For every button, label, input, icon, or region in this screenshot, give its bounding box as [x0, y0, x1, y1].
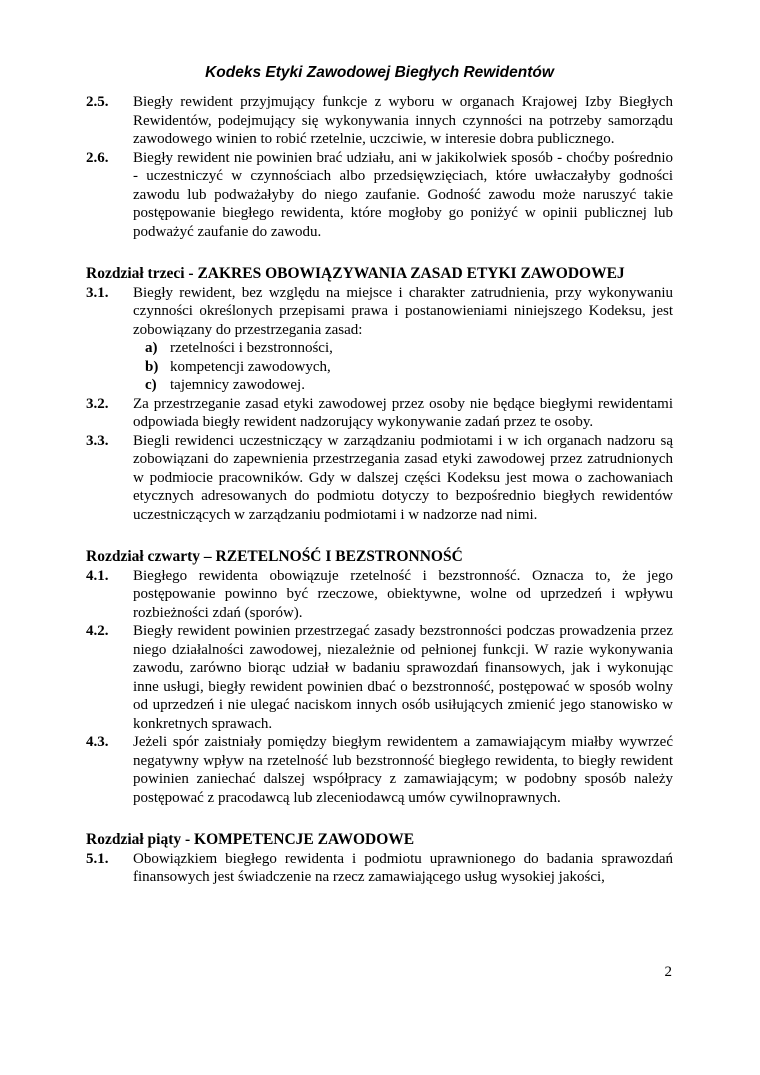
list-item-text: kompetencji zawodowych, — [170, 358, 331, 375]
item-text: Biegły rewident przyjmujący funkcje z wyboru w organach Krajowej Izby Biegłych Rewidentów, podejmujący się wykonywania innych czynności na potrzeby samorządu zawodowego winien to robić rzetelnie, uczciwie, w interesie dobra publicznego. — [133, 94, 673, 147]
item-body — [133, 850, 673, 887]
list-item-text: rzetelności i bezstronności, — [170, 340, 333, 356]
item-body — [133, 622, 673, 733]
item-number: 2.6. — [86, 149, 109, 166]
item-body — [133, 93, 673, 149]
list-item-label: a) — [145, 340, 158, 356]
item-number: 4.2. — [86, 623, 109, 639]
item-number: 3.3. — [86, 432, 109, 449]
chapter-heading-three: Rozdział trzeci - ZAKRES OBOWIĄZYWANIA ZASAD ETYKI ZAWODOWEJ — [86, 265, 625, 282]
list-item-label: b) — [145, 358, 159, 375]
item-text: Biegły rewident nie powinien brać udziału, ani w jakikolwiek sposób - choćby pośrednio - uczestniczyć w czynnościach albo przedsięwzięciach, które uwłaczałyby godności zawodu lub podważałyby do niego zaufanie. Godność zawodu może naruszyć takie postępowanie biegłego rewidenta, które mogłoby go poniżyć w opinii publicznej lub podważyć zaufanie do zawodu. — [133, 149, 673, 240]
item-text: Jeżeli spór zaistniały pomiędzy biegłym rewidentem a zamawiającym miałby wywrzeć negatywny wpływ na rzetelność lub bezstronność biegłego rewidenta, to biegły rewident powinien zaniechać dalszej współpracy z zamawiającym; w podobny sposób należy postępować z pracodawcą lub zleceniodawcą umów cywilnoprawnych. — [133, 734, 673, 806]
numbered-item-3-2 — [86, 395, 673, 432]
item-text: Biegłego rewidenta obowiązuje rzetelność i bezstronność. Oznacza to, że jego postępowanie powinno być rzeczowe, obiektywne, wolne od uprzedzeń i wpływu rozbieżności zdań (sporów). — [133, 567, 673, 621]
item-number: 5.1. — [86, 850, 109, 867]
item-text: Biegły rewident powinien przestrzegać zasady bezstronności podczas prowadzenia przez niego działalności zawodowej, niezależnie od pełnionej funkcji. W razie wykonywania zawodu, zarówno biorąc udział w badaniu sprawozdań finansowych, jak i wykonując inne usługi, biegły rewident powinien dbać o bezstronność, postępować w sposób wolny od uprzedzeń i nie ulegać naciskom innych osób usiłujących zmienić jego stanowisko w konkretnych sprawach. — [133, 623, 673, 732]
item-body — [133, 733, 673, 807]
list-item-label: c) — [145, 377, 157, 393]
chapter-heading-five: Rozdział piąty - KOMPETENCJE ZAWODOWE — [86, 831, 415, 848]
document-title: Kodeks Etyki Zawodowej Biegłych Rewidentów — [205, 64, 554, 81]
item-number: 3.1. — [86, 284, 109, 301]
numbered-item-3-3 — [86, 432, 673, 525]
item-text: Obowiązkiem biegłego rewidenta i podmiotu uprawnionego do badania sprawozdań finansowych jest świadczenie na rzecz zamawiającego usług wysokiej jakości, — [133, 850, 673, 885]
item-body — [133, 284, 673, 395]
item-text: Za przestrzeganie zasad etyki zawodowej przez osoby nie będące biegłymi rewidentami odpowiada biegły rewident nadzorujący wykonywanie zadań przez te osoby. — [133, 395, 673, 430]
item-body — [133, 567, 673, 623]
list-item-text: tajemnicy zawodowej. — [170, 377, 305, 393]
item-text: Biegły rewident, bez względu na miejsce i charakter zatrudnienia, przy wykonywaniu czynności określonych przepisami prawa i postanowieniami niniejszego Kodeksu, jest zobowiązany do przestrzegania zasad: — [133, 284, 673, 338]
list-item-b — [133, 358, 673, 377]
item-number: 4.3. — [86, 734, 109, 750]
numbered-item-4-2 — [86, 622, 673, 733]
page-number: 2 — [664, 964, 672, 980]
numbered-item-3-1 — [86, 284, 673, 395]
numbered-item-2-5 — [86, 93, 673, 149]
numbered-item-2-6 — [86, 149, 673, 242]
item-text: Biegli rewidenci uczestniczący w zarządzaniu podmiotami i w ich organach nadzoru są zobowiązani do zapewnienia przestrzegania zasad etyki zawodowej przez zatrudnionych w podmiocie pracowników. Gdy w dalszej części Kodeksu jest mowa o zachowaniach etycznych adresowanych do podmiotu dotyczy to bezpośrednio biegłych rewidentów uczestniczących w zarządzaniu podmiotami i w nadzorze nad nimi. — [133, 432, 673, 523]
numbered-item-4-3 — [86, 733, 673, 807]
numbered-item-5-1 — [86, 850, 673, 887]
item-body — [133, 395, 673, 432]
document-content — [86, 64, 673, 887]
numbered-item-4-1 — [86, 567, 673, 623]
chapter-heading-four: Rozdział czwarty – RZETELNOŚĆ I BEZSTRONNOŚĆ — [86, 548, 463, 565]
item-number: 2.5. — [86, 94, 109, 110]
item-number: 3.2. — [86, 395, 109, 412]
item-body — [133, 432, 673, 525]
list-item-c — [133, 376, 673, 395]
item-number: 4.1. — [86, 567, 109, 584]
item-body — [133, 149, 673, 242]
list-item-a — [133, 339, 673, 358]
